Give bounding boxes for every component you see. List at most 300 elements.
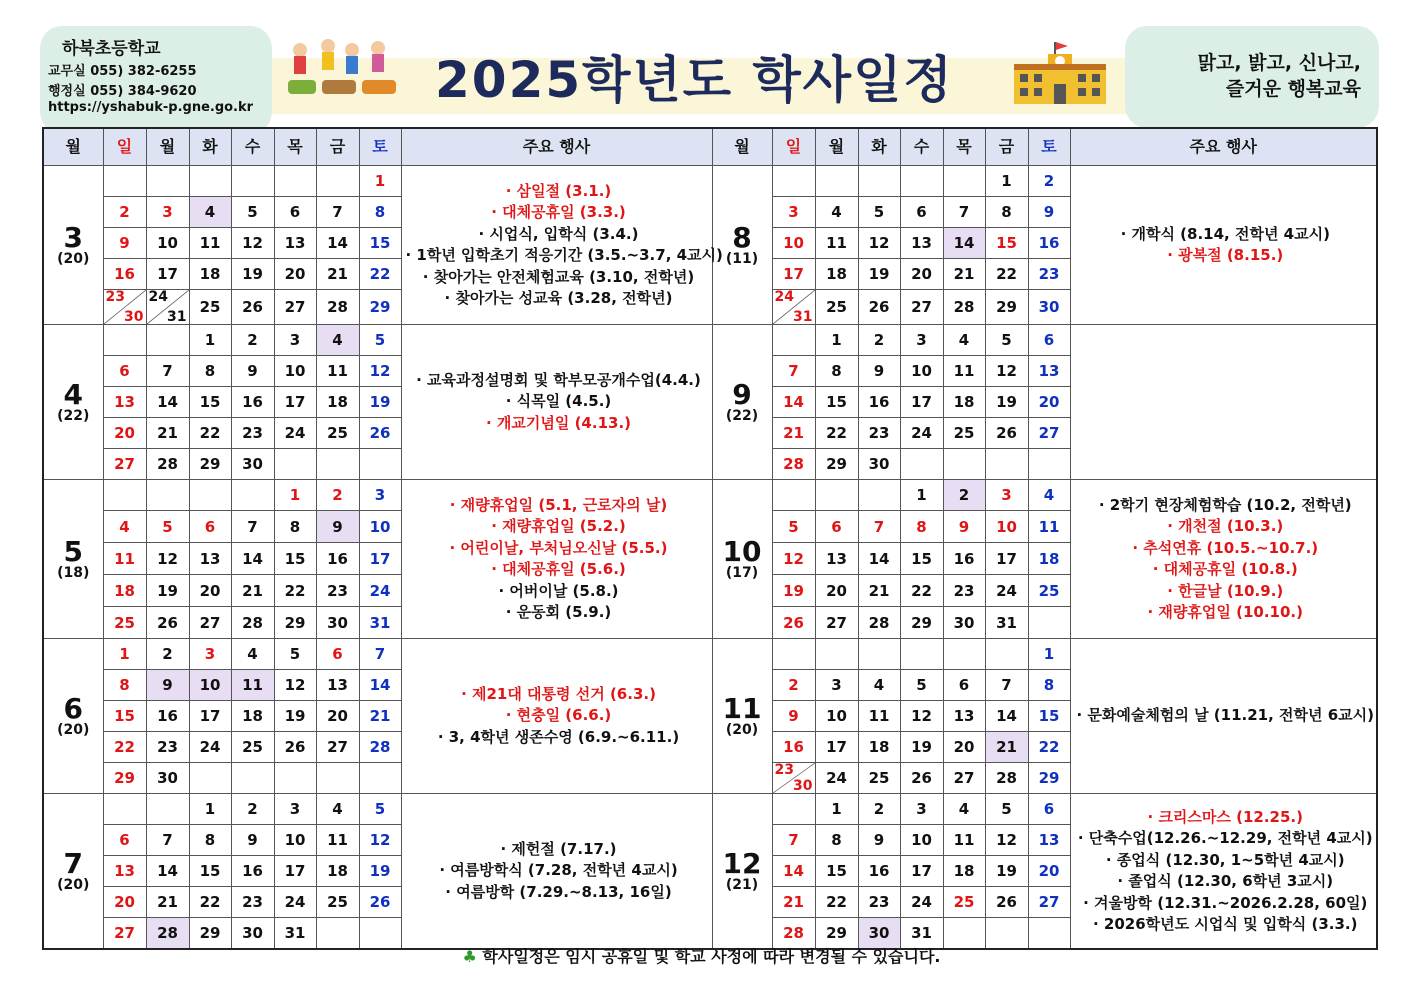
day-cell: 4 (189, 197, 231, 228)
day-cell (359, 763, 401, 794)
day-cell: 13 (943, 701, 985, 732)
day-cell: 26 (900, 763, 943, 794)
day-cell (772, 794, 815, 825)
day-cell: 5 (985, 325, 1028, 356)
day-cell: 8 (103, 670, 146, 701)
day-cell: 10 (146, 228, 189, 259)
month-number: 4 (63, 378, 83, 411)
day-cell: 26 (985, 418, 1028, 449)
day-cell: 27 (316, 732, 359, 763)
day-cell: 24 (359, 575, 401, 607)
day-cell: 6 (943, 670, 985, 701)
event-item: · 어린이날, 부처님오신날 (5.5.) (449, 538, 668, 557)
day-number: 24 (148, 289, 168, 305)
day-cell: 11 (943, 825, 985, 856)
day-cell: 8 (189, 825, 231, 856)
day-cell: 11 (103, 543, 146, 575)
day-cell: 14 (985, 701, 1028, 732)
day-cell: 19 (359, 856, 401, 887)
day-cell: 1 (815, 325, 858, 356)
day-cell: 29 (103, 763, 146, 794)
day-cell: 27 (274, 290, 316, 325)
day-cell: 16 (858, 387, 900, 418)
month-school-days: (20) (725, 722, 759, 738)
day-cell (900, 639, 943, 670)
day-cell (231, 166, 274, 197)
day-cell: 19 (274, 701, 316, 732)
day-cell: 25 (231, 732, 274, 763)
month-school-days: (22) (57, 408, 90, 424)
day-cell (103, 166, 146, 197)
event-item: · 추석연휴 (10.5.~10.7.) (1132, 538, 1319, 557)
day-number: 23 (774, 762, 794, 778)
day-cell: 31 (985, 607, 1028, 639)
day-cell: 8 (274, 511, 316, 543)
day-cell: 5 (985, 794, 1028, 825)
day-cell: 12 (772, 543, 815, 575)
day-cell: 19 (231, 259, 274, 290)
day-cell (146, 290, 189, 325)
day-cell: 18 (103, 575, 146, 607)
event-item: · 교육과정설명회 및 학부모공개수업(4.4.) (416, 370, 701, 389)
events-cell (401, 325, 712, 480)
day-cell (815, 166, 858, 197)
day-cell: 29 (359, 290, 401, 325)
day-cell: 27 (815, 607, 858, 639)
event-item: · 시업식, 입학식 (3.4.) (478, 224, 639, 243)
day-cell (103, 794, 146, 825)
day-cell: 20 (103, 418, 146, 449)
month-number: 9 (732, 378, 752, 411)
day-cell: 17 (900, 387, 943, 418)
event-item: · 광복절 (8.15.) (1167, 246, 1284, 264)
day-cell: 30 (858, 918, 900, 950)
day-cell: 12 (359, 356, 401, 387)
day-cell: 29 (189, 918, 231, 950)
day-cell: 18 (943, 387, 985, 418)
day-cell: 9 (772, 701, 815, 732)
month-label (712, 480, 772, 639)
header-month: 월 (712, 128, 772, 166)
day-cell: 4 (943, 794, 985, 825)
day-cell: 2 (146, 639, 189, 670)
day-cell: 14 (316, 228, 359, 259)
day-cell: 10 (985, 511, 1028, 543)
event-item: · 대체공휴일 (3.3.) (491, 203, 626, 221)
day-cell: 13 (1028, 356, 1070, 387)
month-school-days: (18) (57, 565, 90, 581)
day-cell: 21 (146, 887, 189, 918)
day-cell: 22 (274, 575, 316, 607)
day-cell: 4 (943, 325, 985, 356)
day-cell: 15 (900, 543, 943, 575)
motto-line-1: 맑고, 밝고, 신나고, (1197, 52, 1361, 74)
day-cell: 24 (274, 418, 316, 449)
month-label (43, 639, 103, 794)
day-cell (274, 449, 316, 480)
day-cell: 16 (943, 543, 985, 575)
day-cell: 9 (103, 228, 146, 259)
day-cell: 24 (189, 732, 231, 763)
day-cell: 11 (943, 356, 985, 387)
month-number: 8 (732, 221, 752, 254)
day-cell (189, 763, 231, 794)
day-cell: 1 (359, 166, 401, 197)
month-school-days: (11) (725, 251, 759, 267)
day-cell: 9 (858, 825, 900, 856)
day-cell: 27 (1028, 887, 1070, 918)
day-cell: 21 (316, 259, 359, 290)
day-cell: 4 (1028, 480, 1070, 511)
event-item: · 식목일 (4.5.) (505, 392, 612, 411)
day-cell: 6 (316, 639, 359, 670)
school-website[interactable]: https://yshabuk-p.gne.go.kr (48, 100, 254, 115)
day-cell: 6 (1028, 794, 1070, 825)
footer-note (0, 944, 1403, 967)
day-cell: 3 (985, 480, 1028, 511)
header-sun: 일 (772, 128, 815, 166)
day-cell (1028, 449, 1070, 480)
day-cell (858, 639, 900, 670)
event-item: · 한글날 (10.9.) (1167, 581, 1284, 600)
header-mon: 월 (146, 128, 189, 166)
day-cell: 15 (189, 387, 231, 418)
day-cell: 25 (1028, 575, 1070, 607)
event-item: · 2026학년도 시업식 및 입학식 (3.3.) (1093, 915, 1358, 933)
day-cell: 10 (274, 825, 316, 856)
day-cell: 27 (189, 607, 231, 639)
header-fri: 금 (985, 128, 1028, 166)
header-wed: 수 (900, 128, 943, 166)
event-item: · 겨울방학 (12.31.~2026.2.28, 60일) (1083, 893, 1368, 912)
day-cell: 1 (900, 480, 943, 511)
day-cell: 1 (985, 166, 1028, 197)
day-number: 23 (105, 289, 125, 305)
day-cell: 21 (985, 732, 1028, 763)
day-cell: 5 (858, 197, 900, 228)
day-cell: 4 (316, 794, 359, 825)
day-cell: 29 (985, 290, 1028, 325)
event-item: · 크리스마스 (12.25.) (1147, 807, 1303, 826)
day-cell: 30 (316, 607, 359, 639)
day-cell: 7 (146, 825, 189, 856)
day-cell (985, 639, 1028, 670)
day-cell: 2 (316, 480, 359, 511)
day-cell: 1 (1028, 639, 1070, 670)
day-cell: 4 (103, 511, 146, 543)
day-cell: 5 (146, 511, 189, 543)
day-cell (146, 166, 189, 197)
day-cell: 13 (103, 856, 146, 887)
event-item: · 개천절 (10.3.) (1167, 517, 1284, 535)
day-cell: 22 (359, 259, 401, 290)
day-cell: 13 (900, 228, 943, 259)
day-cell: 17 (359, 543, 401, 575)
day-cell: 20 (815, 575, 858, 607)
week-row (43, 166, 1377, 197)
day-cell: 27 (900, 290, 943, 325)
event-item: · 현충일 (6.6.) (505, 706, 612, 725)
day-cell (316, 166, 359, 197)
day-cell: 30 (231, 918, 274, 950)
calendar-table (42, 127, 1378, 950)
day-cell: 7 (985, 670, 1028, 701)
day-cell: 17 (900, 856, 943, 887)
day-cell: 7 (359, 639, 401, 670)
day-cell: 29 (274, 607, 316, 639)
day-cell (1028, 607, 1070, 639)
day-cell: 23 (146, 732, 189, 763)
day-cell: 17 (274, 856, 316, 887)
day-cell (359, 449, 401, 480)
day-cell: 19 (985, 387, 1028, 418)
header-events: 주요 행사 (401, 128, 712, 166)
day-cell: 6 (815, 511, 858, 543)
event-item: · 2학기 현장체험학습 (10.2, 전학년) (1098, 495, 1352, 514)
day-cell: 20 (1028, 387, 1070, 418)
day-cell: 4 (815, 197, 858, 228)
day-cell: 25 (189, 290, 231, 325)
day-cell: 16 (858, 856, 900, 887)
day-cell: 13 (815, 543, 858, 575)
day-cell: 20 (943, 732, 985, 763)
day-cell: 22 (815, 887, 858, 918)
events-cell (401, 794, 712, 950)
day-cell: 16 (772, 732, 815, 763)
day-cell: 14 (858, 543, 900, 575)
day-cell: 9 (1028, 197, 1070, 228)
month-number: 7 (63, 847, 83, 880)
day-cell: 3 (359, 480, 401, 511)
header-mon: 월 (815, 128, 858, 166)
event-item: · 찾아가는 성교육 (3.28, 전학년) (444, 289, 673, 307)
event-item: · 재량휴업일 (5.2.) (491, 517, 626, 535)
day-cell: 21 (772, 418, 815, 449)
page-title: 2025학년도 학사일정 (435, 51, 954, 109)
day-cell: 24 (985, 575, 1028, 607)
event-item: · 대체공휴일 (5.6.) (491, 560, 626, 578)
day-cell: 15 (985, 228, 1028, 259)
day-cell: 3 (274, 325, 316, 356)
day-cell: 28 (231, 607, 274, 639)
school-name: 하북초등학교 (62, 39, 161, 59)
day-cell: 8 (900, 511, 943, 543)
day-cell: 8 (359, 197, 401, 228)
day-cell: 3 (900, 325, 943, 356)
day-cell: 22 (815, 418, 858, 449)
day-cell: 9 (316, 511, 359, 543)
day-cell: 24 (900, 887, 943, 918)
day-cell: 29 (1028, 763, 1070, 794)
day-cell: 28 (316, 290, 359, 325)
events-cell (1070, 794, 1377, 950)
day-cell: 15 (189, 856, 231, 887)
day-cell (274, 763, 316, 794)
event-item: · 재량휴업일 (5.1, 근로자의 날) (449, 495, 668, 514)
day-cell: 3 (146, 197, 189, 228)
day-number: 30 (124, 309, 144, 325)
day-cell: 22 (1028, 732, 1070, 763)
day-cell (103, 325, 146, 356)
day-cell: 14 (146, 387, 189, 418)
day-cell: 26 (146, 607, 189, 639)
day-cell: 25 (943, 418, 985, 449)
day-cell: 30 (146, 763, 189, 794)
day-cell: 24 (815, 763, 858, 794)
day-cell: 3 (900, 794, 943, 825)
day-cell: 28 (985, 763, 1028, 794)
day-cell: 7 (231, 511, 274, 543)
day-cell: 17 (985, 543, 1028, 575)
day-cell: 25 (316, 418, 359, 449)
month-school-days: (17) (725, 565, 759, 581)
day-cell: 5 (359, 794, 401, 825)
day-cell: 1 (274, 480, 316, 511)
day-cell: 17 (815, 732, 858, 763)
day-cell: 18 (189, 259, 231, 290)
day-cell: 28 (359, 732, 401, 763)
week-row (43, 639, 1377, 670)
day-cell: 21 (858, 575, 900, 607)
day-cell: 30 (858, 449, 900, 480)
month-label (712, 325, 772, 480)
day-cell (316, 763, 359, 794)
day-cell: 12 (858, 228, 900, 259)
school-building-icon (1010, 40, 1110, 106)
header-wed: 수 (231, 128, 274, 166)
day-cell: 12 (146, 543, 189, 575)
day-cell: 25 (103, 607, 146, 639)
month-label (43, 166, 103, 325)
month-school-days: (21) (725, 877, 759, 893)
day-cell: 18 (943, 856, 985, 887)
event-item: · 종업식 (12.30, 1~5학년 4교시) (1105, 850, 1345, 869)
day-cell: 18 (815, 259, 858, 290)
event-item: · 졸업식 (12.30, 6학년 3교시) (1117, 872, 1334, 890)
day-cell: 10 (900, 356, 943, 387)
day-cell: 22 (103, 732, 146, 763)
day-cell: 26 (274, 732, 316, 763)
day-cell (772, 166, 815, 197)
event-item: · 문화예술체험의 날 (11.21, 전학년 6교시) (1076, 706, 1374, 725)
day-cell: 11 (815, 228, 858, 259)
day-cell: 19 (772, 575, 815, 607)
day-cell: 8 (189, 356, 231, 387)
day-cell (943, 639, 985, 670)
day-cell: 7 (146, 356, 189, 387)
day-cell: 5 (359, 325, 401, 356)
month-number: 3 (63, 221, 83, 254)
day-cell: 2 (772, 670, 815, 701)
day-cell: 17 (772, 259, 815, 290)
day-cell: 29 (900, 607, 943, 639)
day-cell: 23 (316, 575, 359, 607)
day-cell (772, 325, 815, 356)
day-cell: 5 (900, 670, 943, 701)
day-cell: 28 (146, 918, 189, 950)
day-cell: 14 (772, 856, 815, 887)
office-phone-2: 행정실 055) 384-9620 (48, 84, 197, 99)
day-cell: 10 (359, 511, 401, 543)
day-cell: 16 (1028, 228, 1070, 259)
day-number: 31 (167, 309, 187, 325)
day-cell: 15 (274, 543, 316, 575)
day-cell (103, 290, 146, 325)
day-cell: 18 (316, 387, 359, 418)
day-cell: 14 (359, 670, 401, 701)
event-item: · 개교기념일 (4.13.) (485, 413, 631, 432)
month-label (712, 166, 772, 325)
day-cell: 13 (316, 670, 359, 701)
day-number: 24 (774, 289, 794, 305)
day-cell: 14 (772, 387, 815, 418)
calendar-body (43, 166, 1377, 950)
day-cell (943, 166, 985, 197)
day-cell: 16 (316, 543, 359, 575)
table-header-row (43, 128, 1377, 166)
day-cell: 28 (772, 449, 815, 480)
day-cell: 2 (103, 197, 146, 228)
day-cell: 1 (103, 639, 146, 670)
day-cell: 16 (231, 856, 274, 887)
day-cell: 1 (189, 794, 231, 825)
day-cell: 8 (815, 356, 858, 387)
event-item: · 제헌절 (7.17.) (500, 839, 617, 858)
day-cell: 23 (231, 887, 274, 918)
day-cell: 6 (189, 511, 231, 543)
day-cell: 27 (103, 449, 146, 480)
day-cell: 22 (985, 259, 1028, 290)
day-cell: 7 (858, 511, 900, 543)
day-cell: 24 (274, 887, 316, 918)
day-cell: 15 (815, 387, 858, 418)
day-cell: 20 (189, 575, 231, 607)
event-item: · 단축수업(12.26.~12.29, 전학년 4교시) (1077, 829, 1373, 847)
day-cell: 30 (943, 607, 985, 639)
day-cell: 18 (858, 732, 900, 763)
day-cell (858, 480, 900, 511)
day-cell (274, 166, 316, 197)
day-cell: 30 (231, 449, 274, 480)
month-number: 11 (722, 692, 762, 725)
day-cell: 2 (1028, 166, 1070, 197)
day-cell: 12 (359, 825, 401, 856)
day-cell: 2 (943, 480, 985, 511)
day-cell: 17 (189, 701, 231, 732)
day-cell: 20 (900, 259, 943, 290)
month-number: 6 (63, 692, 83, 725)
day-cell (772, 290, 815, 325)
day-cell: 9 (943, 511, 985, 543)
day-cell (815, 480, 858, 511)
day-cell: 21 (772, 887, 815, 918)
day-cell: 4 (316, 325, 359, 356)
clover-icon: ♣ (462, 947, 477, 966)
day-cell: 4 (231, 639, 274, 670)
day-cell: 30 (1028, 290, 1070, 325)
day-cell: 5 (231, 197, 274, 228)
month-number: 5 (63, 535, 83, 568)
day-cell: 19 (359, 387, 401, 418)
day-cell: 15 (1028, 701, 1070, 732)
event-item: · 여름방학식 (7.28, 전학년 4교시) (439, 861, 678, 880)
month-label (43, 325, 103, 480)
day-cell: 25 (815, 290, 858, 325)
day-cell: 12 (900, 701, 943, 732)
events-cell (1070, 325, 1377, 480)
day-cell: 7 (943, 197, 985, 228)
events-cell (401, 639, 712, 794)
